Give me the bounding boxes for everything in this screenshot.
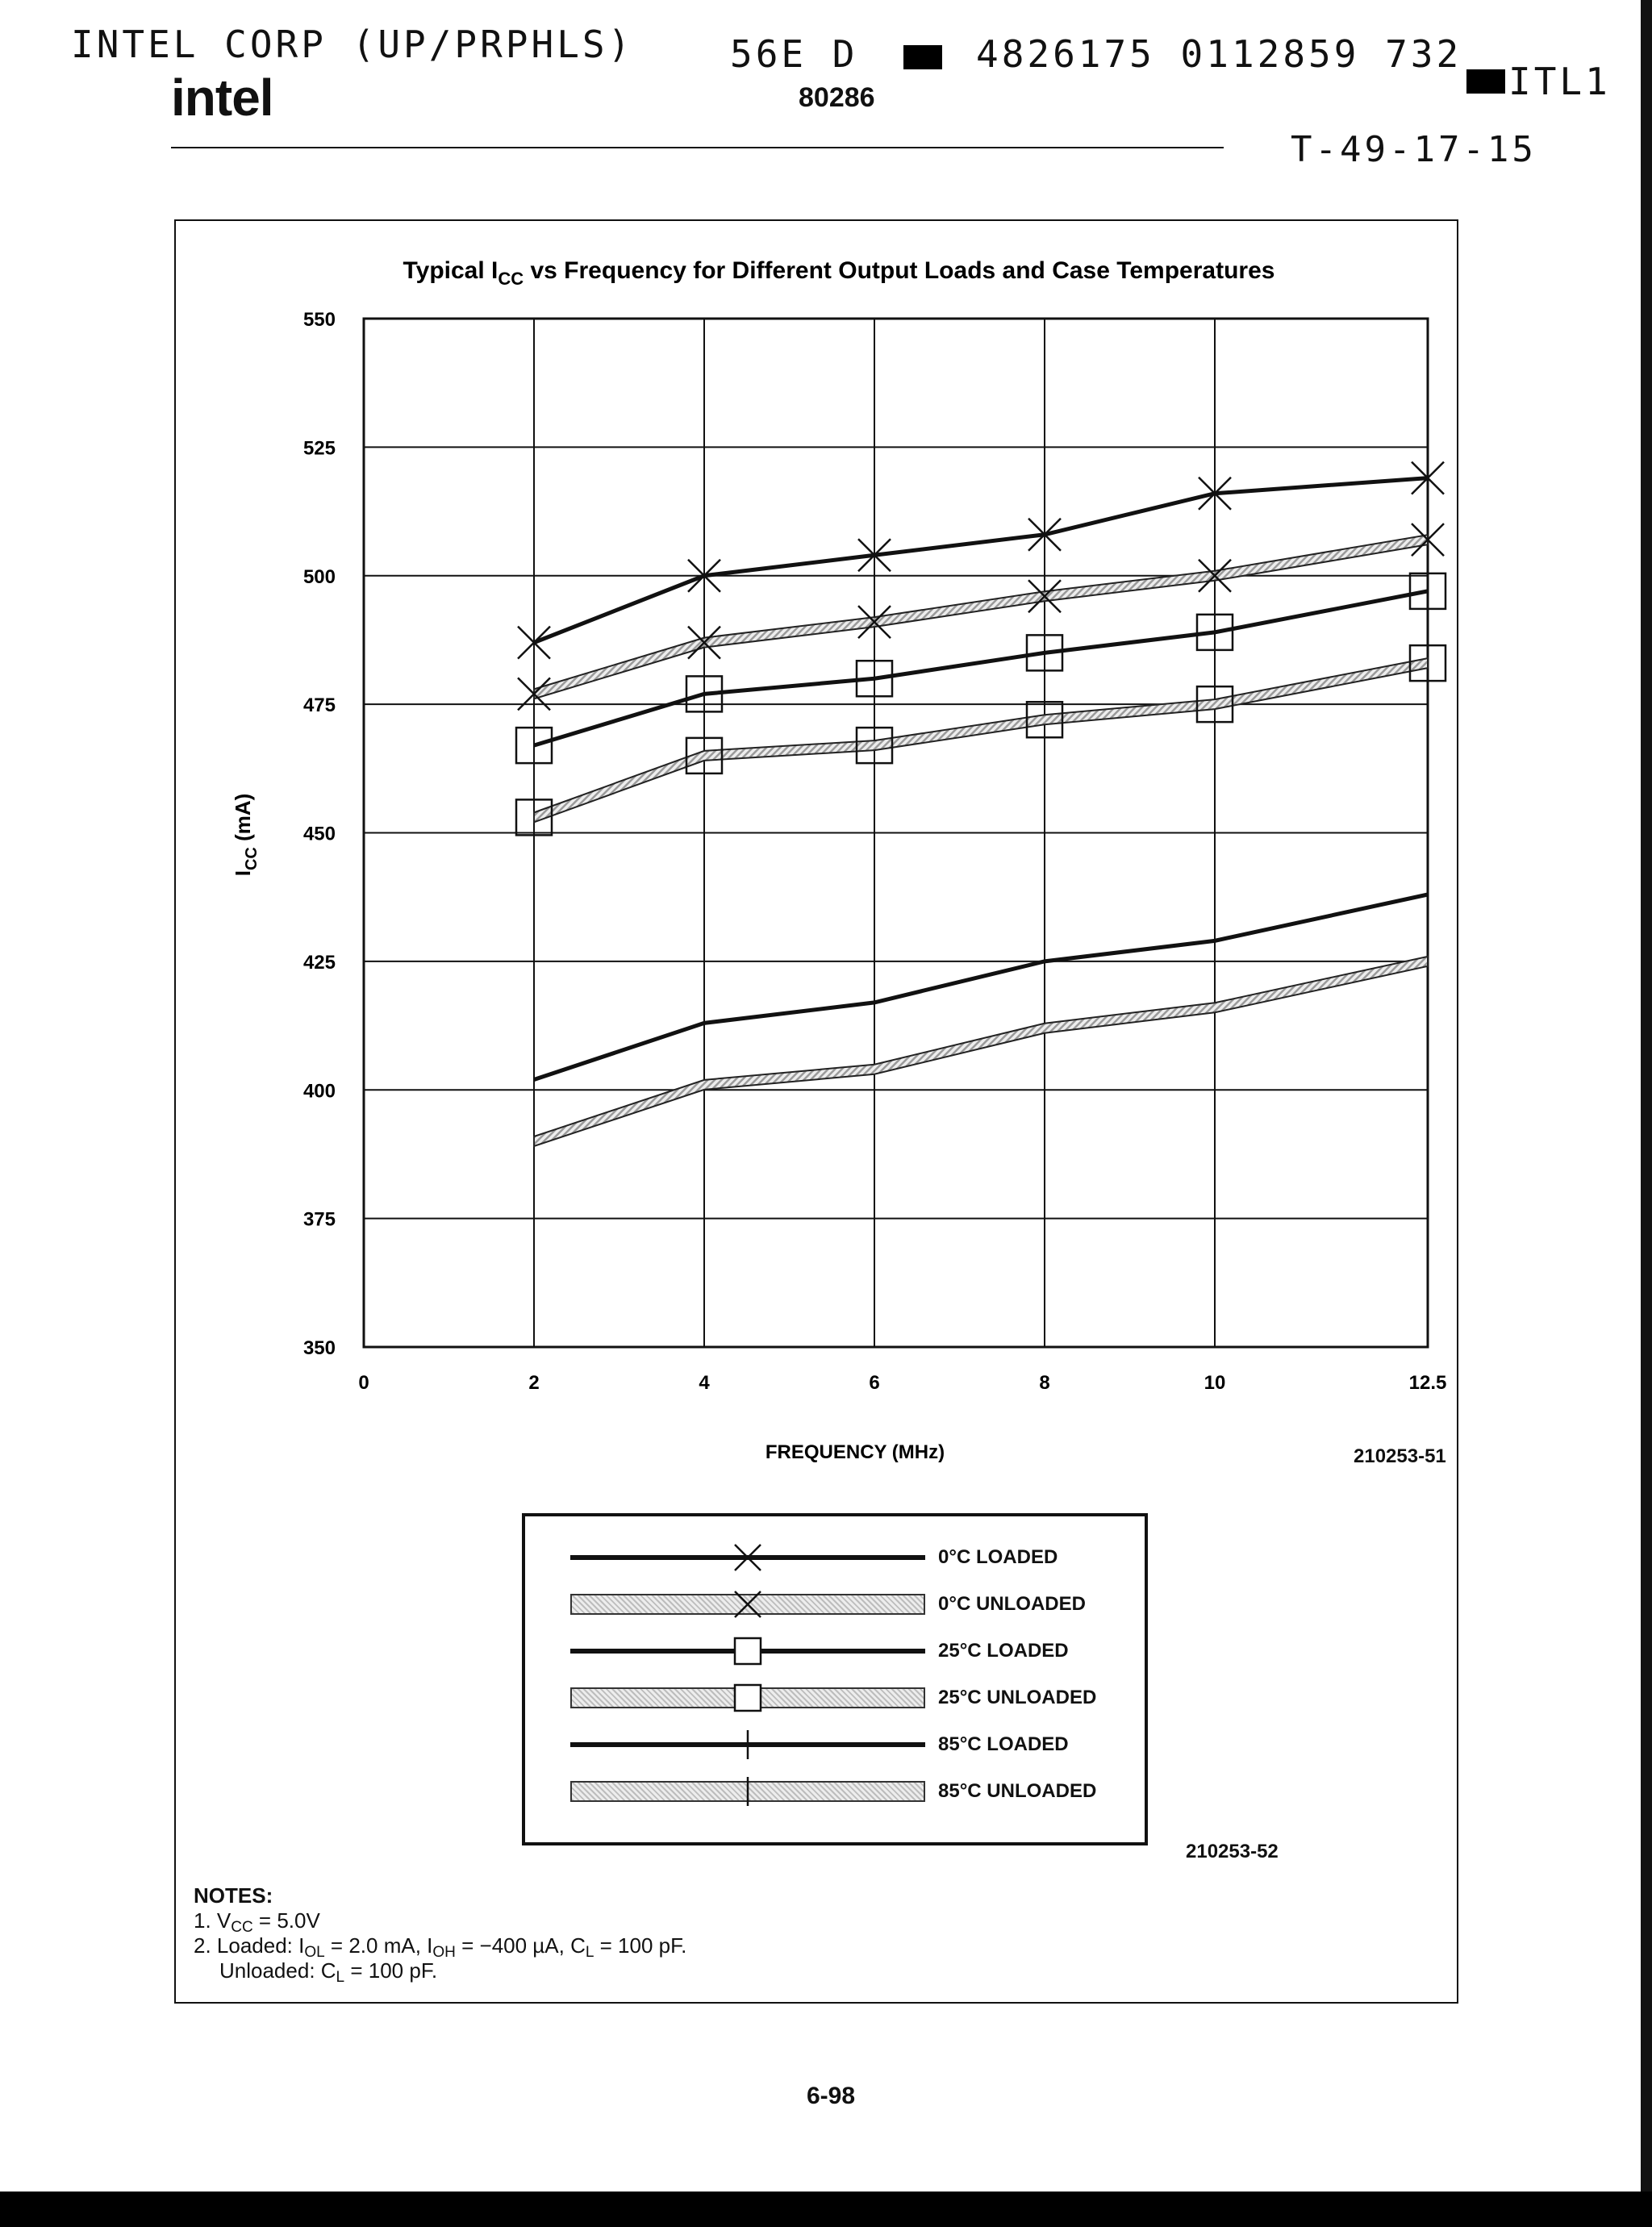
y-tick-label: 550 <box>302 309 336 331</box>
legend-label: 85°C LOADED <box>938 1733 1069 1755</box>
page-number: 6-98 <box>807 2083 856 2109</box>
x-tick-label: 6 <box>869 1372 880 1394</box>
legend-label: 0°C UNLOADED <box>938 1593 1086 1615</box>
legend-item <box>525 1534 1145 1581</box>
tick-marker-icon <box>732 1775 764 1808</box>
cross-marker-icon <box>732 1588 764 1620</box>
legend-label: 85°C UNLOADED <box>938 1780 1097 1802</box>
notes-block <box>194 1883 687 1986</box>
scan-code-b: 4826175 0112859 732 <box>976 32 1462 76</box>
grid <box>364 319 1428 1347</box>
legend-item <box>525 1628 1145 1674</box>
x-tick-label: 2 <box>528 1372 540 1394</box>
legend <box>522 1513 1148 1845</box>
intel-logo: intel <box>171 69 273 127</box>
scan-code-a: 56E D <box>730 32 858 76</box>
note-1: 1. $V_{CC} = 5.0V$ <box>194 1908 320 1936</box>
figure-id-chart: 210253-51 <box>1354 1445 1446 1467</box>
square-marker-icon <box>732 1682 764 1714</box>
x-tick-label: 4 <box>699 1372 710 1394</box>
cross-marker-icon <box>732 1541 764 1574</box>
legend-item <box>525 1721 1145 1768</box>
series-line <box>534 591 1428 745</box>
chart-title: Typical $I_{CC}$ vs Frequency for Different Output Loads and Case Temperatures <box>403 257 1275 289</box>
x-tick-label: 10 <box>1204 1372 1226 1394</box>
y-tick-label: 525 <box>302 437 336 460</box>
y-axis-label: $I_{CC}$ (mA) <box>231 793 261 877</box>
legend-item <box>525 1768 1145 1815</box>
y-tick-label: 400 <box>302 1080 336 1103</box>
square-marker-icon <box>732 1635 764 1667</box>
y-tick-label: 375 <box>302 1208 336 1231</box>
tick-marker-icon <box>732 1729 764 1761</box>
legend-item <box>525 1581 1145 1628</box>
legend-label: 0°C LOADED <box>938 1546 1058 1568</box>
y-tick-label: 425 <box>302 951 336 974</box>
legend-label: 25°C LOADED <box>938 1640 1069 1662</box>
x-tick-label: 0 <box>358 1372 369 1394</box>
note-3: Unloaded: $C_L = 100$ pF. <box>219 1958 438 1986</box>
scan-tag: T-49-17-15 <box>1291 129 1537 170</box>
legend-item <box>525 1674 1145 1721</box>
y-axis-ticks <box>303 309 336 1359</box>
y-tick-label: 500 <box>302 565 336 588</box>
legend-label: 25°C UNLOADED <box>938 1687 1097 1708</box>
y-tick-label: 350 <box>302 1337 336 1359</box>
figure-id-legend: 210253-52 <box>1186 1841 1279 1862</box>
marker-group <box>516 462 1446 836</box>
x-tick-label: 8 <box>1039 1372 1050 1394</box>
y-tick-label: 450 <box>302 823 336 845</box>
series-group <box>534 478 1428 1146</box>
scan-code-c: ITL1 <box>1508 60 1611 103</box>
company-line: INTEL CORP (UP/PRPHLS) <box>71 23 634 66</box>
series-band <box>534 957 1428 1146</box>
note-2: 2. Loaded: $I_{OL} = 2.0$ mA, $I_{OH} = -400$ µA, $C_L = 100$ pF. <box>194 1933 687 1961</box>
notes-title: NOTES: <box>194 1883 273 1908</box>
y-tick-label: 475 <box>302 694 336 717</box>
series-band <box>534 658 1428 822</box>
x-tick-label: 12.5 <box>1408 1372 1447 1394</box>
part-number: 80286 <box>799 82 875 113</box>
x-axis-label: FREQUENCY (MHz) <box>765 1441 945 1463</box>
x-axis-ticks <box>358 1372 1446 1394</box>
